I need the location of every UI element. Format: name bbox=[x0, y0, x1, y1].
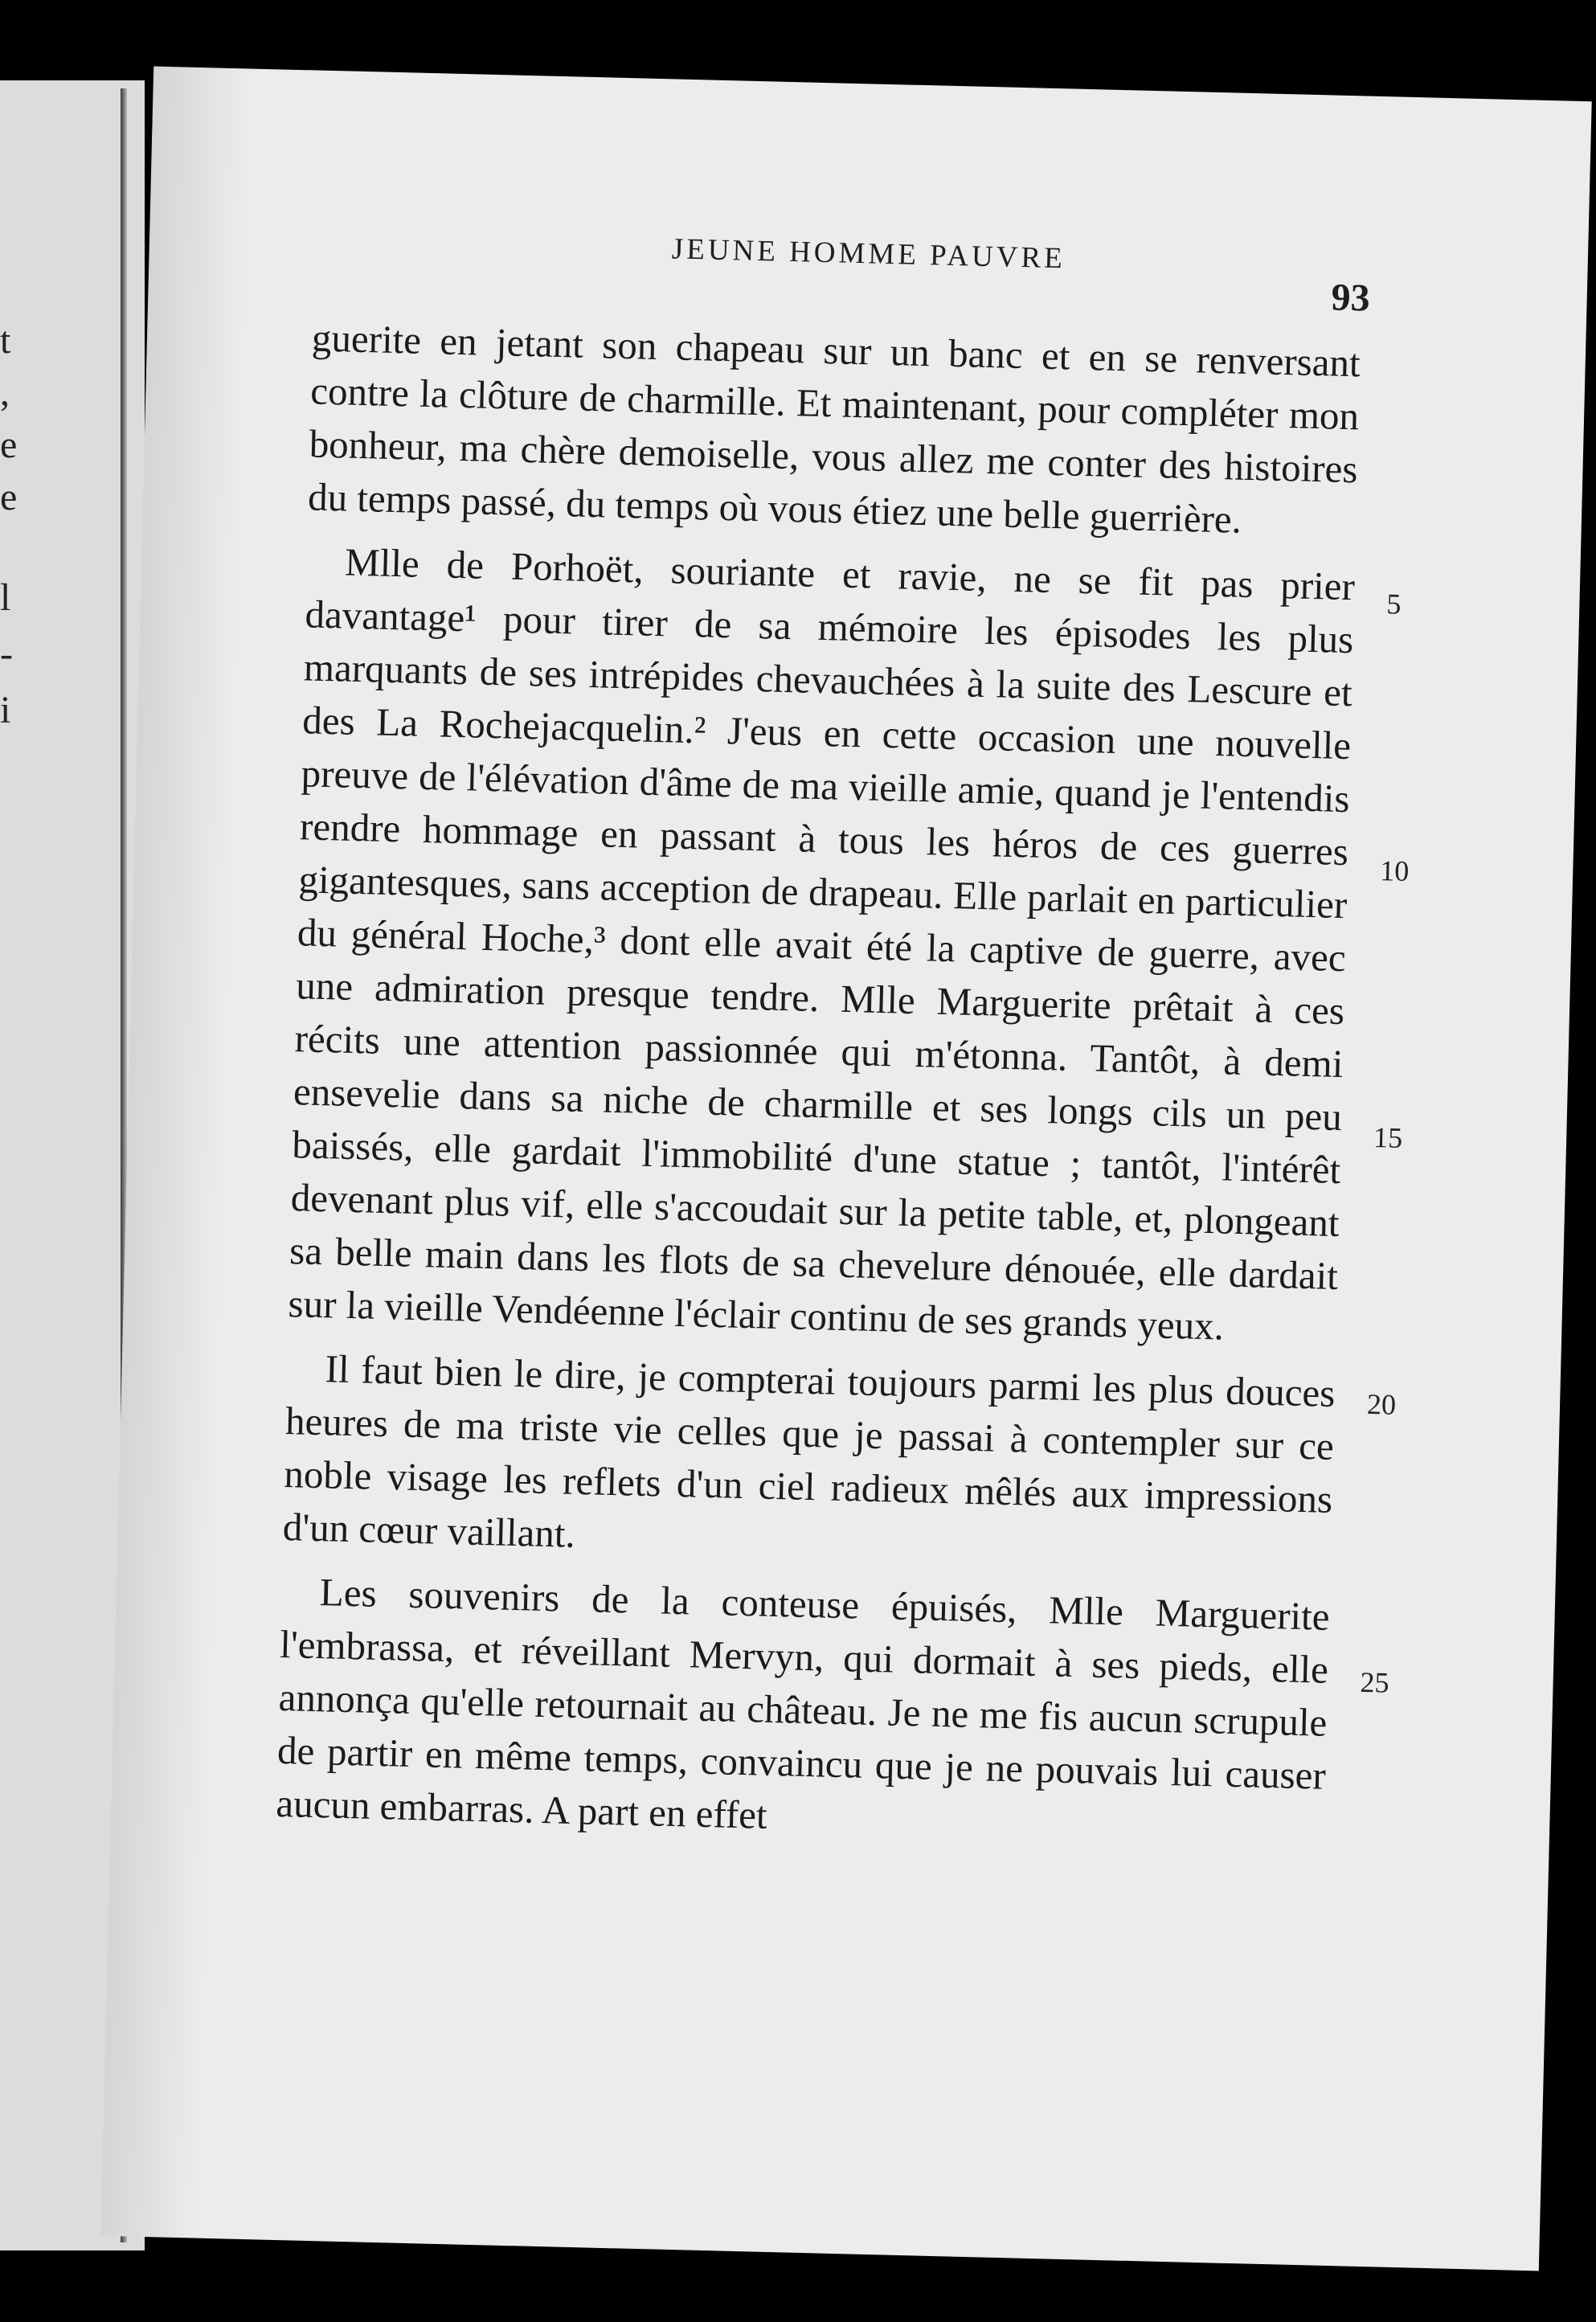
line-number: 15 bbox=[1373, 1121, 1403, 1154]
facing-page-fragment: , bbox=[0, 371, 10, 414]
line-number: 20 bbox=[1366, 1387, 1397, 1421]
paragraph: Mlle de Porhoët, souriante et ravie, ne se fit pas prier davantage¹ pour tirer de sa mémoire les épisodes les plus marquants de ses intrépides chevauchées à la suite des Lescure et des La Rochejacquelin.² J'eus en cette occasion une nouvelle preuve de l'élévation d'âme de ma vieille amie, quand je l'entendis rendre hommage en passant à tous les héros de ces guerres gigantesques, sans acception de drapeau. Elle parlait en particulier du général Hoche,³ dont elle avait été la captive de guerre, avec une admiration presque tendre. Mlle Marguerite prêtait à ces récits une attention passionnée qui m'étonna. Tantôt, à demi ensevelie dans sa niche de charmille et ses longs cils un peu baissés, elle gardait l'immobilité d'une statue ; tantôt, l'intérêt devenant plus vif, elle s'accoudait sur la petite table, et, plongeant sa belle main dans les flots de sa chevelure dénouée, elle dardait sur la vieille Vendéenne l'éclair continu de ses grands yeux. bbox=[288, 539, 1356, 1349]
paragraph: guerite en jetant son chapeau sur un banc et en se renversant contre la clôture de charmille. Et maintenant, pour compléter mon bonheur, ma chère demoiselle, vous allez me conter des histoires du temps passé, du temps où vous étiez une belle guerrière. bbox=[307, 315, 1361, 542]
facing-page-fragment: - bbox=[0, 633, 13, 675]
running-head: JEUNE HOMME PAUVRE bbox=[671, 232, 1066, 276]
facing-page-fragment: e bbox=[0, 424, 18, 466]
facing-page-fragment: l bbox=[0, 576, 11, 619]
facing-page-fragment: i bbox=[0, 689, 11, 731]
facing-page-fragment: t bbox=[0, 319, 11, 362]
paragraph: Les souvenirs de la conteuse épuisés, Mlle Marguerite l'embrassa, et réveillant Mervyn, qui dormait à ses pieds, elle annonça qu'elle retournait au château. Je ne me fis aucun scrupule de partir en même temps, convaincu que je ne pouvais lui causer aucun embarras. A part en effet bbox=[275, 1570, 1331, 1837]
body-text bbox=[275, 311, 1361, 1866]
line-number: 25 bbox=[1360, 1665, 1390, 1699]
page-number: 93 bbox=[1331, 276, 1371, 320]
line-number: 5 bbox=[1385, 588, 1402, 620]
facing-page-fragment: e bbox=[0, 476, 18, 518]
paragraph: Il faut bien le dire, je compterai toujours parmi les plus douces heures de ma triste vie celles que je passai à contempler sur ce noble visage les reflets d'un ciel radieux mêlés aux impressions d'un cœur vaillant. bbox=[282, 1346, 1336, 1556]
line-number: 10 bbox=[1379, 854, 1410, 887]
book-page bbox=[100, 67, 1591, 2271]
